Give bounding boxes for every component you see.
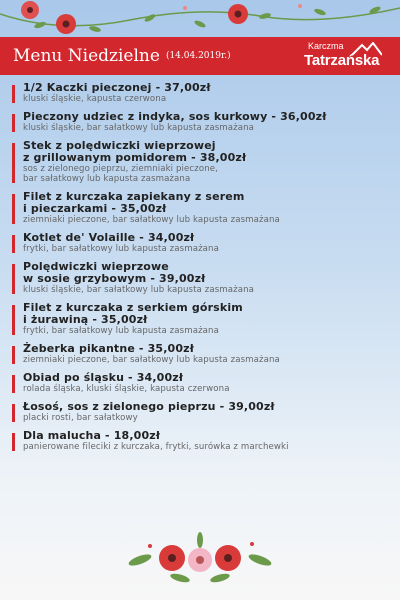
dish-title: Filet z kurczaka zapiekany z serem i pieczarkami - 35,00zł — [23, 190, 245, 215]
dish-description: kluski śląskie, kapusta czerwona — [23, 94, 167, 104]
dish-description: ziemniaki pieczone, bar sałatkowy lub kapusta zasmażana — [23, 215, 280, 225]
logo-big-text: Tatrzańska — [304, 52, 380, 69]
menu-item — [12, 372, 392, 394]
menu-item — [12, 401, 392, 423]
menu-item — [12, 82, 392, 104]
dish-title: Dla malucha - 18,00zł — [23, 429, 161, 442]
dish-title: Żeberka pikantne - 35,00zł — [23, 342, 194, 355]
menu-item — [12, 191, 392, 225]
menu-list — [12, 82, 392, 459]
dish-description: sos z zielonego pieprzu, ziemniaki pieczone, bar sałatkowy lub kapusta zasmażana — [23, 164, 218, 184]
dish-description: panierowane fileciki z kurczaka, frytki, surówka z marchewki — [23, 442, 289, 452]
dish-description: frytki, bar sałatkowy lub kapusta zasmażana — [23, 244, 219, 254]
dish-title: Łosoś, sos z zielonego pieprzu - 39,00zł — [23, 400, 275, 413]
dish-title: 1/2 Kaczki pieczonej - 37,00zł — [23, 81, 211, 94]
menu-header — [0, 37, 400, 75]
dish-description: rolada śląska, kluski śląskie, kapusta czerwona — [23, 384, 230, 394]
menu-item — [12, 140, 392, 184]
dish-description: kluski śląskie, bar sałatkowy lub kapusta zasmażana — [23, 123, 255, 133]
menu-item — [12, 232, 392, 254]
top-floral-decoration — [0, 0, 400, 40]
poppy-flower-icon — [159, 545, 185, 571]
bottom-floral-decoration — [120, 530, 280, 592]
mountain-icon — [352, 42, 382, 56]
poppy-flower-icon — [56, 14, 76, 34]
dish-title: Polędwiczki wieprzowe w sosie grzybowym - 39,00zł — [23, 260, 206, 285]
poppy-flower-icon — [21, 1, 39, 19]
poppy-flower-icon — [228, 4, 248, 24]
dish-description: frytki, bar sałatkowy lub kapusta zasmażana — [23, 326, 219, 336]
dish-description: kluski śląskie, bar sałatkowy lub kapusta zasmażana — [23, 285, 255, 295]
page-title: Menu Niedzielne — [13, 46, 160, 66]
restaurant-logo — [304, 40, 382, 73]
dish-title: Pieczony udziec z indyka, sos kurkowy - 36,00zł — [23, 110, 327, 123]
poppy-flower-icon — [215, 545, 241, 571]
dish-description: placki rosti, bar sałatkowy — [23, 413, 138, 423]
dish-title: Filet z kurczaka z serkiem górskim i żurawiną - 35,00zł — [23, 301, 243, 326]
dish-title: Stek z polędwiczki wieprzowej z grillowanym pomidorem - 38,00zł — [23, 139, 247, 164]
menu-date: (14.04.2019r.) — [165, 51, 231, 61]
menu-item — [12, 111, 392, 133]
dish-title: Obiad po śląsku - 34,00zł — [23, 371, 184, 384]
dish-description: ziemniaki pieczone, bar sałatkowy lub kapusta zasmażana — [23, 355, 280, 365]
menu-item — [12, 343, 392, 365]
dish-title: Kotlet de' Volaille - 34,00zł — [23, 231, 195, 244]
logo-small-text: Karczma — [308, 41, 344, 51]
menu-item — [12, 302, 392, 336]
menu-item — [12, 261, 392, 295]
poppy-flower-icon — [188, 548, 212, 572]
menu-item — [12, 430, 392, 452]
